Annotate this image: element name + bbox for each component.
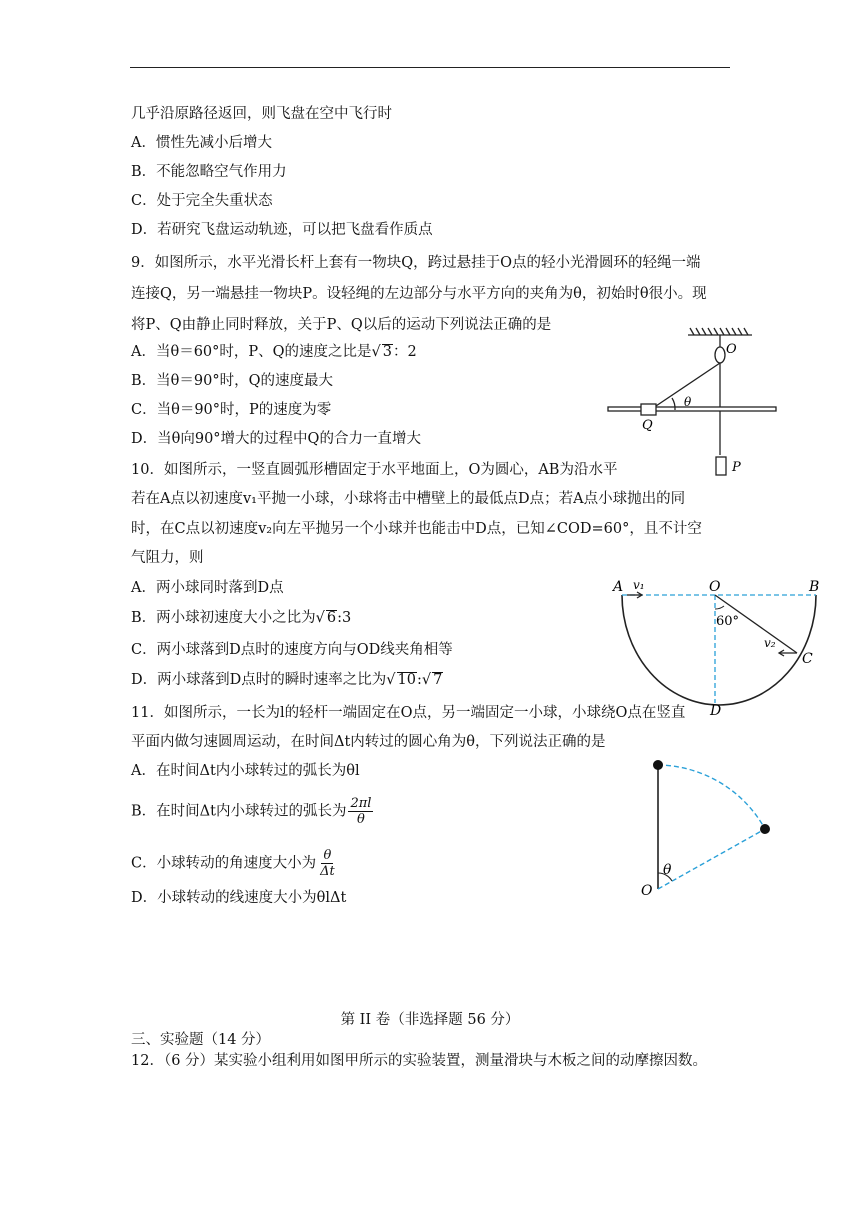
q8-option-a: A．惯性先减小后增大 — [131, 135, 272, 151]
part-ii-heading: 第 II 卷（非选择题 56 分） — [340, 1012, 520, 1028]
q10b-text: B．两小球初速度大小之比为 — [131, 610, 316, 626]
q10-label-c: C — [802, 651, 813, 667]
q10-stem-line-1: 10．如图所示，一竖直圆弧形槽固定于水平地面上，O为圆心，AB为沿水平 — [131, 462, 618, 478]
q8-option-c: C．处于完全失重状态 — [131, 193, 273, 209]
q9a-radicand: 3 — [382, 344, 393, 360]
q10-option-a: A．两小球同时落到D点 — [131, 580, 284, 596]
q11-option-a: A．在时间Δt内小球转过的弧长为θl — [131, 763, 360, 779]
section-3-heading: 三、实验题（14 分） — [131, 1032, 271, 1048]
q10-label-a: A — [613, 579, 624, 595]
q8-stem-tail: 几乎沿原路径返回，则飞盘在空中飞行时 — [131, 106, 392, 122]
q10d-text: D．两小球落到D点时的瞬时速率之比为 — [131, 672, 387, 688]
q11b-text: B．在时间Δt内小球转过的弧长为 — [131, 803, 347, 820]
q10-stem-line-2: 若在A点以初速度v₁平抛一小球，小球将击中槽壁上的最低点D点；若A点小球抛出的同 — [131, 491, 686, 507]
q8-option-d: D．若研究飞盘运动轨迹，可以把飞盘看作质点 — [131, 222, 433, 238]
q10-label-b: B — [809, 579, 820, 595]
q9-stem-line-1: 9．如图所示，水平光滑长杆上套有一物块Q，跨过悬挂于O点的轻小光滑圆环的轻绳一端 — [131, 255, 701, 271]
q11-option-b — [131, 796, 373, 827]
q10d-colon: : — [416, 672, 422, 688]
q10d-radicand-2: 7 — [433, 672, 443, 688]
q9-stem-line-3: 将P、Q由静止同时释放，关于P、Q以后的运动下列说法正确的是 — [131, 317, 552, 333]
q9a-text: A．当θ＝60°时，P、Q的速度之比是 — [131, 344, 372, 360]
q11-stem-line-1: 11．如图所示，一长为l的轻杆一端固定在O点，另一端固定一小球，小球绕O点在竖直 — [131, 705, 686, 721]
q11c-fraction — [318, 848, 337, 879]
q11b-fraction — [348, 796, 373, 827]
q11c-denominator: Δt — [320, 864, 335, 879]
q10-label-v1: v₁ — [633, 578, 645, 592]
q9-label-o: O — [726, 342, 737, 357]
q10-option-d: D．两小球落到D点时的瞬时速率之比为√ 10:√ 7 — [131, 672, 443, 688]
q11-option-d: D．小球转动的线速度大小为θlΔt — [131, 890, 347, 906]
q10-figure — [605, 575, 825, 720]
q10-stem-line-4: 气阻力，则 — [131, 550, 204, 566]
q11b-numerator: 2πl — [350, 796, 372, 811]
q10b-text-post: :3 — [337, 610, 352, 626]
q12-stem: 12．（6 分）某实验小组利用如图甲所示的实验装置，测量滑块与木板之间的动摩擦因数。 — [131, 1053, 708, 1069]
q11-stem-line-2: 平面内做匀速圆周运动，在时间Δt内转过的圆心角为θ，下列说法正确的是 — [131, 734, 606, 750]
q10-label-d: D — [710, 703, 722, 719]
q9-option-a: A．当θ＝60°时，P、Q的速度之比是√ 3：2 — [131, 344, 417, 360]
q9-label-theta: θ — [684, 395, 692, 409]
q11-option-c — [131, 848, 337, 879]
q9-stem-line-2: 连接Q，另一端悬挂一物块P。设轻绳的左边部分与水平方向的夹角为θ，初始时θ很小。现 — [131, 286, 707, 302]
q9-option-c: C．当θ＝90°时，P的速度为零 — [131, 402, 332, 418]
q11c-numerator: θ — [323, 848, 332, 863]
q10-stem-line-3: 时，在C点以初速度v₂向左平抛另一个小球并也能击中D点，已知∠COD=60°，且不计空 — [131, 521, 702, 537]
q9-option-b: B．当θ＝90°时，Q的速度最大 — [131, 373, 333, 389]
q11-label-theta: θ — [663, 862, 672, 878]
q10-option-b: B．两小球初速度大小之比为√ 6:3 — [131, 610, 352, 626]
q10-label-60deg: 60° — [716, 614, 740, 629]
q11-figure — [635, 755, 785, 900]
q11c-text: C．小球转动的角速度大小为 — [131, 855, 317, 872]
q9a-text-post: ：2 — [393, 344, 417, 360]
q9-label-p: P — [732, 460, 741, 475]
q8-option-b: B．不能忽略空气作用力 — [131, 164, 287, 180]
q10-label-v2: v₂ — [764, 636, 776, 650]
header-rule — [130, 67, 730, 68]
q11b-denominator: θ — [357, 812, 365, 827]
q10d-radicand-1: 10 — [397, 672, 416, 688]
q10-option-c: C．两小球落到D点时的速度方向与OD线夹角相等 — [131, 642, 453, 658]
q11-label-o: O — [641, 883, 653, 899]
q10b-radicand: 6 — [326, 610, 337, 626]
q9-option-d: D．当θ向90°增大的过程中Q的合力一直增大 — [131, 431, 421, 447]
q9-label-q: Q — [642, 418, 653, 433]
q9-figure — [600, 325, 800, 485]
q10-label-o: O — [709, 579, 721, 595]
